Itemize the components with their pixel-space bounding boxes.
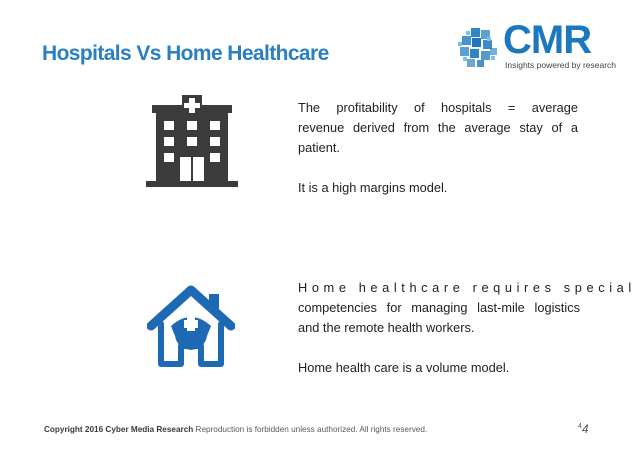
cube-cluster-icon bbox=[457, 26, 499, 68]
hospital-line-2: revenue derived from the average stay of a bbox=[298, 120, 578, 135]
cmr-logo bbox=[457, 18, 617, 72]
footer bbox=[44, 425, 427, 434]
home-nurse-icon bbox=[147, 284, 235, 368]
hospital-text bbox=[298, 98, 578, 198]
home-line-3: and the remote health workers. bbox=[298, 320, 475, 335]
rights-notice: Reproduction is forbidden unless authorized. All rights reserved. bbox=[195, 425, 428, 434]
logo-wordmark: CMR bbox=[503, 18, 592, 62]
slide-title: Hospitals Vs Home Healthcare bbox=[42, 42, 329, 65]
page-number-value: 4 bbox=[581, 422, 589, 436]
logo-tagline: Insights powered by research bbox=[505, 60, 617, 70]
hospital-note: It is a high margins model. bbox=[298, 180, 448, 195]
copyright-text: Copyright 2016 Cyber Media Research bbox=[44, 425, 194, 434]
home-line-2: competencies for managing last-mile logistics bbox=[298, 300, 580, 315]
page-number-sup: 4 bbox=[578, 423, 582, 430]
hospital-line-1: The profitability of hospitals = average bbox=[298, 100, 578, 115]
hospital-building-icon bbox=[146, 95, 238, 187]
hospital-line-3: patient. bbox=[298, 140, 340, 155]
home-note: Home health care is a volume model. bbox=[298, 360, 510, 375]
page-number bbox=[578, 422, 589, 436]
home-line-1: Home healthcare requires special bbox=[298, 280, 636, 295]
home-text bbox=[298, 278, 636, 378]
